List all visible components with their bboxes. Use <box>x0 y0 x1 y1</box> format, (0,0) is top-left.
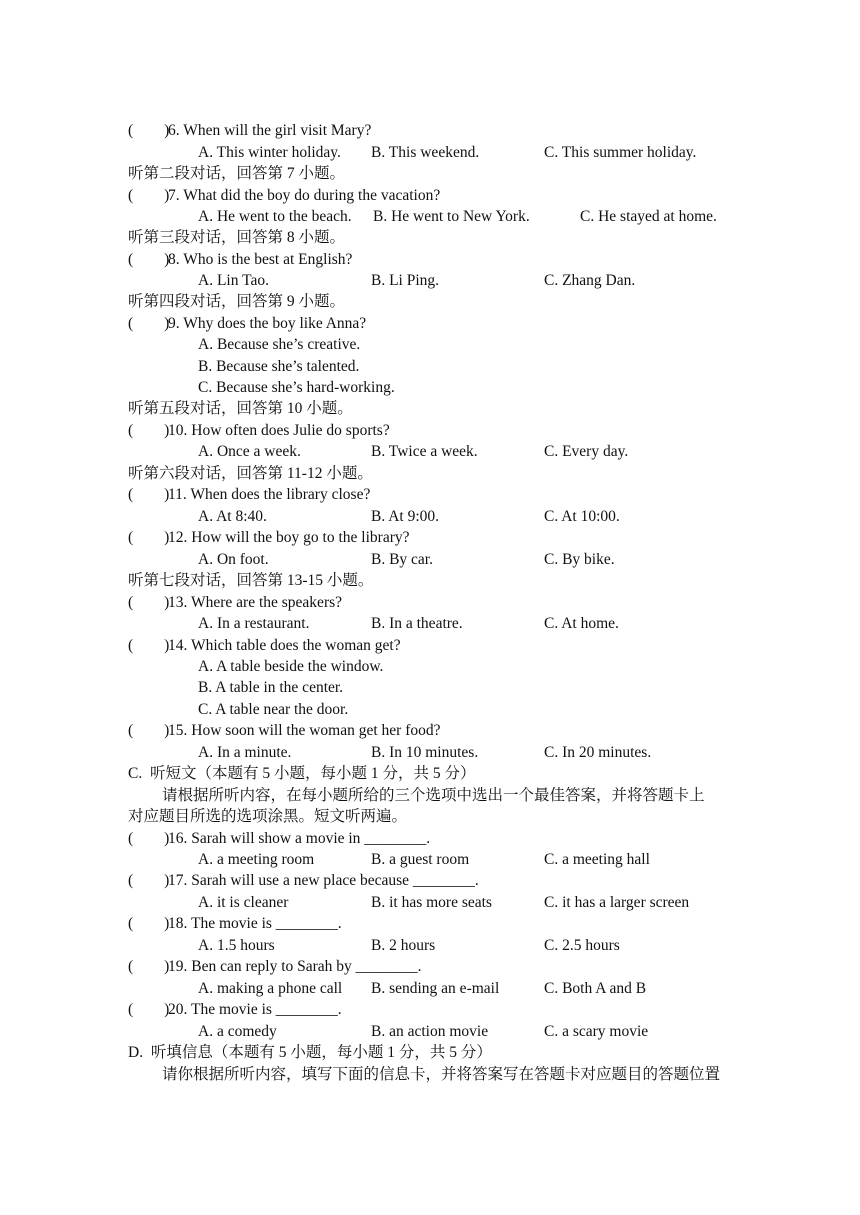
answer-bracket[interactable]: ( ) <box>128 830 170 847</box>
option-b: B. A table in the center. <box>198 679 344 696</box>
option-b: B. sending an e-mail <box>371 980 500 997</box>
answer-bracket[interactable]: ( ) <box>128 315 170 332</box>
answer-bracket[interactable]: ( ) <box>128 251 170 268</box>
dialogue-instruction: 听第七段对话，回答第 13-15 小题。 <box>128 572 374 589</box>
answer-bracket[interactable]: ( ) <box>128 187 170 204</box>
option-a: A. it is cleaner <box>198 894 289 911</box>
section-c-heading: C. 听短文（本题有 5 小题，每小题 1 分，共 5 分） <box>128 765 476 782</box>
option-b: B. Because she’s talented. <box>198 358 360 375</box>
option-c: C. This summer holiday. <box>544 144 697 161</box>
option-a: A. making a phone call <box>198 980 343 997</box>
option-a: A. In a minute. <box>198 744 292 761</box>
section-d-heading: D. 听填信息（本题有 5 小题，每小题 1 分，共 5 分） <box>128 1044 492 1061</box>
option-a: A. a meeting room <box>198 851 315 868</box>
section-c-instructions: 请根据所听内容，在每小题所给的三个选项中选出一个最佳答案，并将答题卡上 <box>162 787 705 804</box>
option-a: A. On foot. <box>198 551 269 568</box>
question-8: 8. Who is the best at English? <box>168 251 353 268</box>
dialogue-instruction: 听第三段对话，回答第 8 小题。 <box>128 229 346 246</box>
option-a: A. In a restaurant. <box>198 615 310 632</box>
option-c: C. a scary movie <box>544 1023 649 1040</box>
question-12: 12. How will the boy go to the library? <box>168 529 410 546</box>
option-c: C. Because she’s hard-working. <box>198 379 395 396</box>
option-b: B. At 9:00. <box>371 508 440 525</box>
option-c: C. 2.5 hours <box>544 937 620 954</box>
option-a: A. Lin Tao. <box>198 272 269 289</box>
option-b: B. By car. <box>371 551 433 568</box>
option-a: A. This winter holiday. <box>198 144 341 161</box>
answer-bracket[interactable]: ( ) <box>128 529 170 546</box>
answer-bracket[interactable]: ( ) <box>128 422 170 439</box>
answer-bracket[interactable]: ( ) <box>128 122 170 139</box>
option-c: C. He stayed at home. <box>580 208 717 225</box>
question-6: 6. When will the girl visit Mary? <box>168 122 372 139</box>
option-b: B. Li Ping. <box>371 272 440 289</box>
option-a: A. A table beside the window. <box>198 658 384 675</box>
option-b: B. an action movie <box>371 1023 489 1040</box>
option-a: A. 1.5 hours <box>198 937 275 954</box>
dialogue-instruction: 听第六段对话，回答第 11-12 小题。 <box>128 465 373 482</box>
answer-bracket[interactable]: ( ) <box>128 486 170 503</box>
option-a: A. He went to the beach. <box>198 208 352 225</box>
question-19: 19. Ben can reply to Sarah by ________. <box>168 958 422 975</box>
option-a: A. a comedy <box>198 1023 277 1040</box>
question-20: 20. The movie is ________. <box>168 1001 342 1018</box>
option-b: B. This weekend. <box>371 144 480 161</box>
option-c: C. At home. <box>544 615 619 632</box>
dialogue-instruction: 听第五段对话，回答第 10 小题。 <box>128 400 353 417</box>
dialogue-instruction: 听第二段对话，回答第 7 小题。 <box>128 165 346 182</box>
answer-bracket[interactable]: ( ) <box>128 915 170 932</box>
answer-bracket[interactable]: ( ) <box>128 958 170 975</box>
question-9: 9. Why does the boy like Anna? <box>168 315 367 332</box>
option-b: B. In a theatre. <box>371 615 463 632</box>
option-b: B. Twice a week. <box>371 443 478 460</box>
option-c: C. At 10:00. <box>544 508 620 525</box>
question-13: 13. Where are the speakers? <box>168 594 343 611</box>
option-b: B. He went to New York. <box>373 208 530 225</box>
question-14: 14. Which table does the woman get? <box>168 637 401 654</box>
option-b: B. 2 hours <box>371 937 436 954</box>
question-16: 16. Sarah will show a movie in ________. <box>168 830 431 847</box>
answer-bracket[interactable]: ( ) <box>128 722 170 739</box>
answer-bracket[interactable]: ( ) <box>128 872 170 889</box>
option-c: C. Zhang Dan. <box>544 272 636 289</box>
option-c: C. In 20 minutes. <box>544 744 652 761</box>
option-c: C. a meeting hall <box>544 851 650 868</box>
answer-bracket[interactable]: ( ) <box>128 637 170 654</box>
option-a: A. Once a week. <box>198 443 301 460</box>
question-7: 7. What did the boy do during the vacation? <box>168 187 441 204</box>
option-a: A. Because she’s creative. <box>198 336 361 353</box>
section-c-instructions-cont: 对应题目所选的选项涂黑。短文听两遍。 <box>128 808 408 825</box>
question-10: 10. How often does Julie do sports? <box>168 422 390 439</box>
question-17: 17. Sarah will use a new place because ________. <box>168 872 479 889</box>
option-c: C. By bike. <box>544 551 615 568</box>
answer-bracket[interactable]: ( ) <box>128 594 170 611</box>
option-c: C. Both A and B <box>544 980 647 997</box>
question-15: 15. How soon will the woman get her food? <box>168 722 441 739</box>
option-b: B. a guest room <box>371 851 470 868</box>
option-b: B. it has more seats <box>371 894 492 911</box>
option-a: A. At 8:40. <box>198 508 267 525</box>
question-11: 11. When does the library close? <box>168 486 371 503</box>
option-c: C. it has a larger screen <box>544 894 690 911</box>
answer-bracket[interactable]: ( ) <box>128 1001 170 1018</box>
dialogue-instruction: 听第四段对话，回答第 9 小题。 <box>128 293 346 310</box>
section-d-instructions: 请你根据所听内容，填写下面的信息卡，并将答案写在答题卡对应题目的答题位置 <box>162 1066 721 1083</box>
option-b: B. In 10 minutes. <box>371 744 479 761</box>
option-c: C. A table near the door. <box>198 701 349 718</box>
option-c: C. Every day. <box>544 443 629 460</box>
question-18: 18. The movie is ________. <box>168 915 342 932</box>
